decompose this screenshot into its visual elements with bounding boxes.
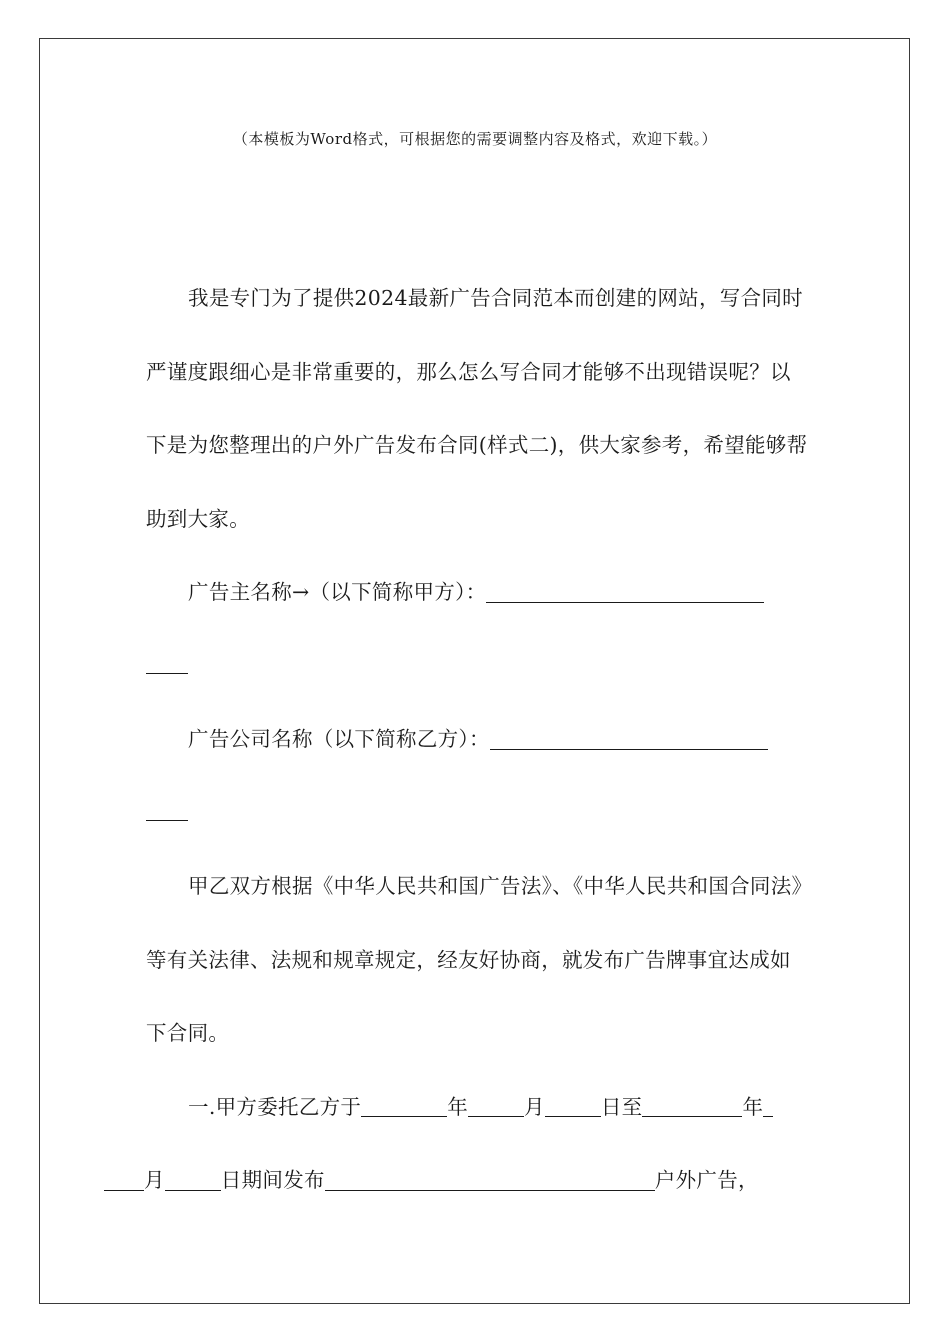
clause-1-month-2: 月 bbox=[143, 1168, 165, 1192]
party-b-blank[interactable] bbox=[490, 727, 768, 750]
clause-1-lead: 一.甲方委托乙方于 bbox=[188, 1094, 362, 1119]
clause-1-paragraph bbox=[143, 1071, 810, 1218]
clause-1-day-to: 日至 bbox=[600, 1094, 643, 1119]
intro-paragraph: 我是专门为了提供2024最新广告合同范本而创建的网站，写合同时严谨度跟细心是非常重要的，那么怎么写合同才能够不出现错误呢？以下是为您整理出的户外广告发布合同(样式二)，供大家参考，希望能够帮助到大家。 bbox=[146, 286, 808, 531]
advert-content-blank[interactable] bbox=[325, 1168, 655, 1191]
party-a-blank-continued[interactable] bbox=[146, 630, 810, 704]
party-b-blank-continued[interactable] bbox=[146, 777, 810, 851]
party-a-label: 广告主名称→（以下简称甲方）： bbox=[188, 580, 487, 604]
document-body bbox=[143, 262, 810, 1218]
end-year-blank[interactable] bbox=[642, 1095, 742, 1118]
start-month-blank[interactable] bbox=[468, 1095, 524, 1118]
clause-1-period: 日期间发布 bbox=[220, 1168, 325, 1192]
party-b-label: 广告公司名称（以下简称乙方）： bbox=[188, 727, 490, 751]
start-year-blank[interactable] bbox=[361, 1095, 447, 1118]
party-a-paragraph bbox=[146, 556, 810, 630]
template-note: （本模板为Word格式，可根据您的需要调整内容及格式，欢迎下载。） bbox=[232, 130, 718, 148]
party-a-blank[interactable] bbox=[486, 580, 764, 603]
end-day-blank[interactable] bbox=[165, 1168, 221, 1191]
clause-1-year-2: 年 bbox=[742, 1094, 764, 1119]
clause-1-month-1: 月 bbox=[524, 1094, 545, 1119]
start-day-blank[interactable] bbox=[545, 1095, 601, 1118]
party-b-paragraph bbox=[146, 703, 810, 777]
clause-1-year-1: 年 bbox=[447, 1094, 469, 1119]
end-month-blank[interactable] bbox=[104, 1168, 144, 1191]
clause-1-tail: 户外广告， bbox=[654, 1168, 759, 1192]
end-month-blank-start[interactable] bbox=[763, 1095, 773, 1118]
basis-paragraph: 甲乙双方根据《中华人民共和国广告法》、《中华人民共和国合同法》等有关法律、法规和规章规定，经友好协商，就发布广告牌事宜达成如下合同。 bbox=[146, 874, 803, 1045]
